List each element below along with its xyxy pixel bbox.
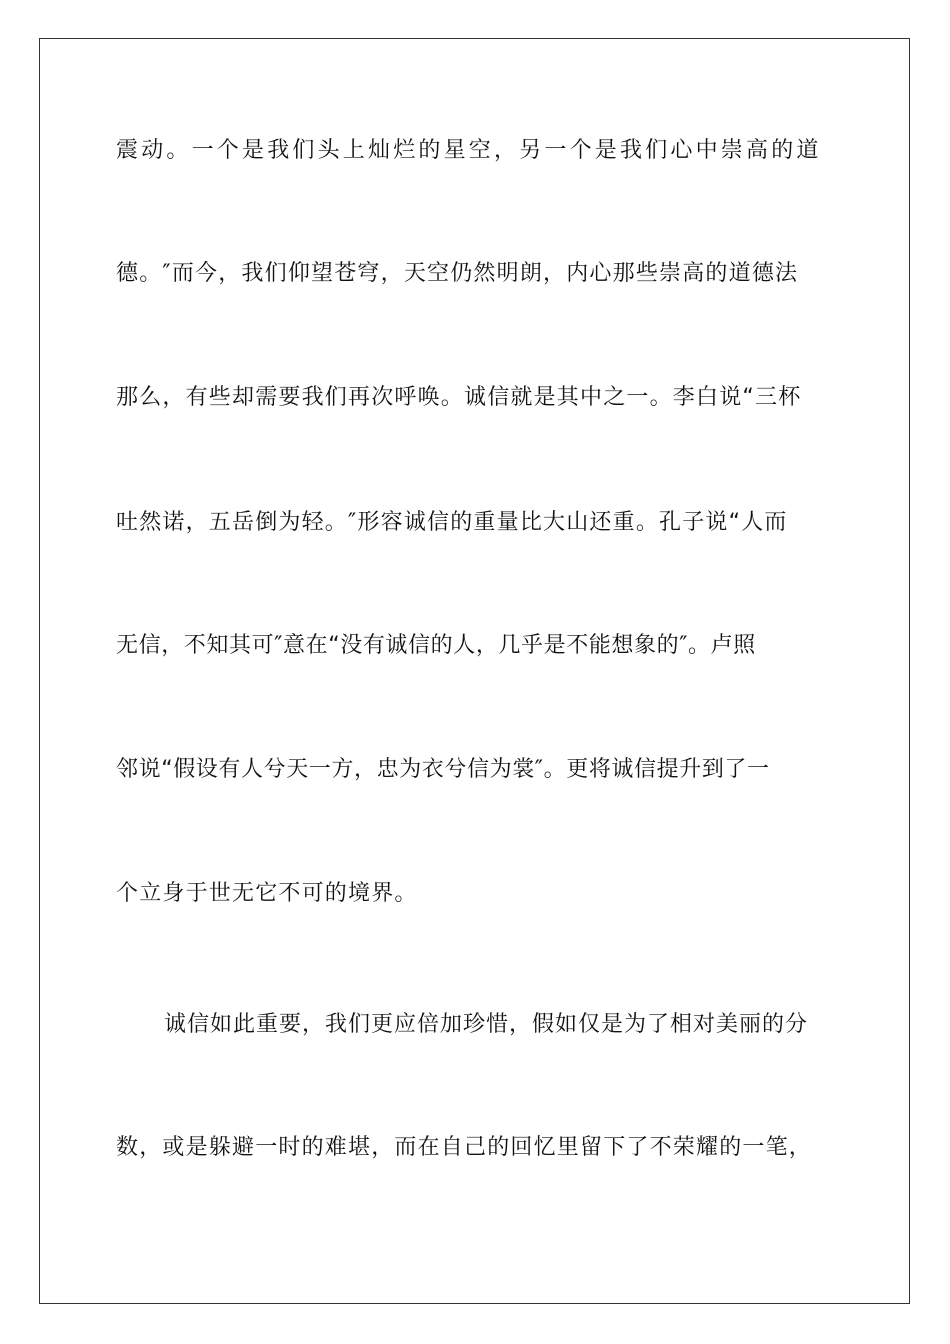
page-border [39, 38, 910, 1304]
text-line: 德。″而今，我们仰望苍穹，天空仍然明朗，内心那些崇高的道德法 [116, 261, 799, 286]
text-line: 震动。一个是我们头上灿烂的星空，另一个是我们心中崇高的道 [116, 138, 822, 163]
text-line: 无信，不知其可″意在“没有诚信的人，几乎是不能想象的″。卢照 [116, 633, 756, 658]
text-line: 数，或是躲避一时的难堪，而在自己的回忆里留下了不荣耀的一笔， [116, 1135, 813, 1160]
text-line: 个立身于世无它不可的境界。 [116, 881, 418, 906]
paragraph-start-line: 诚信如此重要，我们更应倍加珍惜，假如仅是为了相对美丽的分 [164, 1012, 809, 1037]
text-line: 邻说“假设有人兮天一方，忠为衣兮信为裳″。更将诚信提升到了一 [116, 757, 770, 782]
text-line: 吐然诺，五岳倒为轻。″形容诚信的重量比大山还重。孔子说“人而 [116, 510, 788, 535]
text-line: 那么，有些却需要我们再次呼唤。诚信就是其中之一。李白说“三杯 [116, 385, 802, 410]
